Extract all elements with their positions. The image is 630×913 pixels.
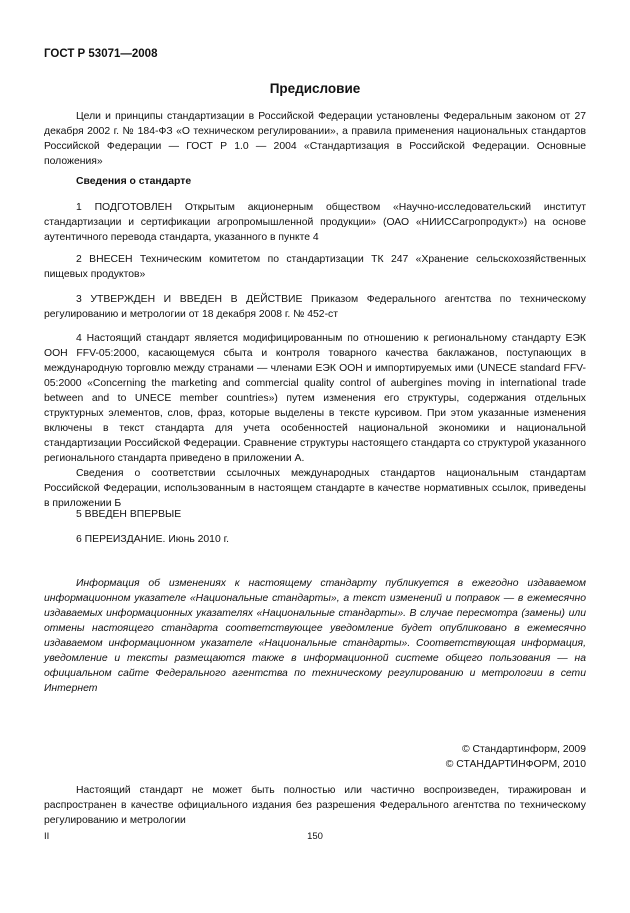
item-4-text: 4 Настоящий стандарт является модифицированным по отношению к региональному стандарту ЕЭК ООН FFV-05:2000, касающемуся сбыта и контроля товарного качества баклажанов, поступающих в международную торговлю между странами — членами ЕЭК ООН и импортируемых ими (UNECE standard FFV-05:2000 «Concerning the marketing and commercial quality control of aubergines moving in international trade between and to UNECE member countries») путем изменения его структуры, содержания отдельных структурных элементов, слов, фраз, которые выделены в тексте курсивом. При этом указанные изменения включены в текст стандарта для учета особенностей национальной экономики и национальной стандартизации Российской Федерации. Сравнение структуры настоящего стандарта со структурой указанного регионального стандарта приведено в приложении А. xyxy=(44,333,586,464)
intro-text: Цели и принципы стандартизации в Российской Федерации установлены Федеральным законом от 27 декабря 2002 г. № 184-ФЗ «О техническом регулировании», а правила применения национальных стандартов Российской Федерации — ГОСТ Р 1.0 — 2004 «Стандартизация в Российской Федерации. Основные положения» xyxy=(44,111,586,167)
item-3-text: 3 УТВЕРЖДЕН И ВВЕДЕН В ДЕЙСТВИЕ Приказом Федерального агентства по техническому регулированию и метрологии от 18 декабря 2008 г. № 452-ст xyxy=(44,294,586,320)
copyright-line-1: © Стандартинформ, 2009 xyxy=(461,744,586,755)
item-6 xyxy=(44,532,586,547)
item-2-text: 2 ВНЕСЕН Техническим комитетом по стандартизации ТК 247 «Хранение сельскохозяйственных пищевых продуктов» xyxy=(44,254,586,280)
page-number: 150 xyxy=(307,831,323,842)
page-title: Предисловие xyxy=(269,81,361,96)
document-code: ГОСТ Р 53071—2008 xyxy=(44,48,158,60)
item-3 xyxy=(44,292,586,322)
item-6-text: 6 ПЕРЕИЗДАНИЕ. Июнь 2010 г. xyxy=(76,534,230,545)
reproduction-notice xyxy=(44,783,586,828)
changes-info-text: Информация об изменениях к настоящему стандарту публикуется в ежегодно издаваемом информационном указателе «Национальные стандарты», а текст изменений и поправок — в ежемесячно издаваемых информационных указателях «Национальные стандарты». В случае пересмотра (замены) или отмены настоящего стандарта соответствующее уведомление будет опубликовано в ежемесячно издаваемом информационном указателе «Национальные стандарты». Соответствующая информация, уведомление и тексты размещаются также в информационной системе общего пользования — на официальном сайте Федерального агентства по техническому регулированию и метрологии в сети Интернет xyxy=(44,578,586,694)
item-4-references: Сведения о соответствии ссылочных международных стандартов национальным стандартам Российской Федерации, использованным в настоящем стандарте в качестве нормативных ссылок, приведены в приложении Б xyxy=(44,468,586,509)
copyright-line-2: © СТАНДАРТИНФОРМ, 2010 xyxy=(445,759,586,770)
copyright-block xyxy=(446,742,586,772)
item-5 xyxy=(44,507,586,522)
item-1 xyxy=(44,200,586,245)
item-5-text: 5 ВВЕДЕН ВПЕРВЫЕ xyxy=(76,509,182,520)
roman-page-number: II xyxy=(44,831,50,842)
item-4 xyxy=(44,331,586,511)
changes-info-notice xyxy=(44,576,586,696)
item-2 xyxy=(44,252,586,282)
section-subtitle: Сведения о стандарте xyxy=(76,176,192,187)
intro-paragraph xyxy=(44,109,586,169)
reproduction-text: Настоящий стандарт не может быть полностью или частично воспроизведен, тиражирован и распространен в качестве официального издания без разрешения Федерального агентства по техническому регулированию и метрологии xyxy=(44,785,586,826)
item-1-text: 1 ПОДГОТОВЛЕН Открытым акционерным обществом «Научно-исследовательский институт стандартизации и сертификации агропромышленной продукции» (ОАО «НИИССагропродукт») на основе аутентичного перевода стандарта, указанного в пункте 4 xyxy=(44,202,586,243)
